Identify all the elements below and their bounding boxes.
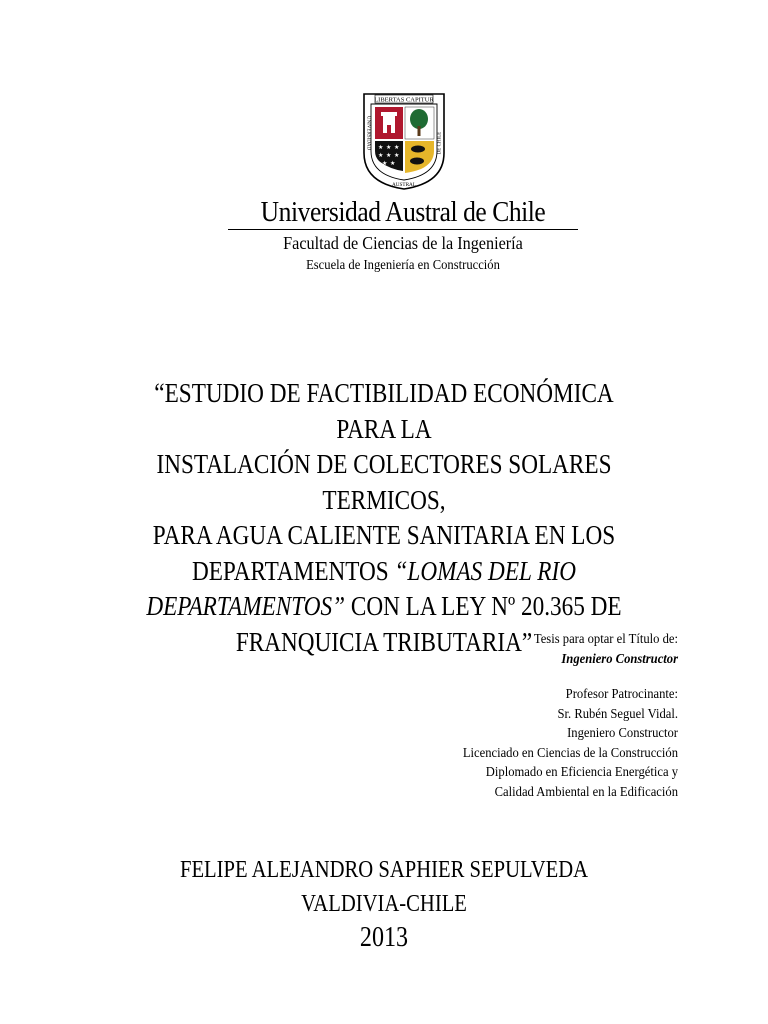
title-italic-text: DEPARTAMENTOS” — [146, 591, 346, 621]
author-place: VALDIVIA-CHILE — [301, 891, 467, 917]
svg-text:★: ★ — [394, 152, 400, 159]
title-line — [131, 589, 637, 625]
author-name: FELIPE ALEJANDRO SAPHIER SEPULVEDA — [179, 857, 589, 883]
svg-text:★: ★ — [386, 152, 392, 159]
title-italic-text: “LOMAS DEL RIO — [394, 555, 577, 586]
title-line — [131, 554, 637, 590]
svg-text:★: ★ — [390, 160, 396, 167]
sponsor-label: Profesor Patrocinante: — [565, 687, 678, 702]
title-text: CON LA LEY Nº 20.365 DE — [345, 591, 622, 621]
sponsor-name: Sr. Rubén Seguel Vidal. — [557, 706, 678, 722]
svg-text:LIBERTAS CAPITUR: LIBERTAS CAPITUR — [374, 96, 434, 104]
sponsor-credential: Ingeniero Constructor — [567, 726, 678, 741]
svg-text:★: ★ — [382, 160, 388, 167]
faculty-name: Facultad de Ciencias de la Ingeniería — [283, 233, 523, 253]
svg-text:DE CHILE: DE CHILE — [437, 131, 443, 155]
school-name: Escuela de Ingeniería en Construcción — [306, 258, 500, 273]
svg-text:UNIVERSIDAD: UNIVERSIDAD — [365, 115, 371, 151]
degree-title: Ingeniero Constructor — [561, 651, 678, 667]
sponsor-credential: Diplomado en Eficiencia Energética y — [485, 765, 678, 780]
svg-text:AUSTRAL: AUSTRAL — [392, 182, 416, 188]
title-text: DEPARTAMENTOS — [191, 555, 395, 586]
title-line: PARA AGUA CALIENTE SANITARIA EN LOS — [152, 520, 616, 550]
header-divider — [228, 229, 578, 230]
author-year: 2013 — [359, 922, 409, 953]
svg-text:★: ★ — [378, 152, 384, 159]
title-line: INSTALACIÓN DE COLECTORES SOLARES TERMICOS, — [156, 449, 612, 515]
thesis-title — [131, 376, 637, 660]
svg-text:★: ★ — [386, 144, 392, 151]
title-line: FRANQUICIA TRIBUTARIA” — [235, 626, 533, 657]
sponsor-credential: Licenciado en Ciencias de la Construcción — [462, 745, 678, 761]
svg-text:★: ★ — [394, 144, 400, 151]
author-block — [131, 853, 637, 955]
university-name: Universidad Austral de Chile — [260, 196, 546, 228]
title-line: “ESTUDIO DE FACTIBILIDAD ECONÓMICA PARA LA — [154, 378, 614, 444]
svg-text:★: ★ — [378, 144, 384, 151]
thesis-intro: Tesis para optar el Título de: — [533, 632, 678, 647]
university-crest-logo — [361, 91, 447, 191]
sponsor-credential: Calidad Ambiental en la Edificación — [494, 784, 678, 800]
thesis-info-block — [318, 630, 678, 802]
